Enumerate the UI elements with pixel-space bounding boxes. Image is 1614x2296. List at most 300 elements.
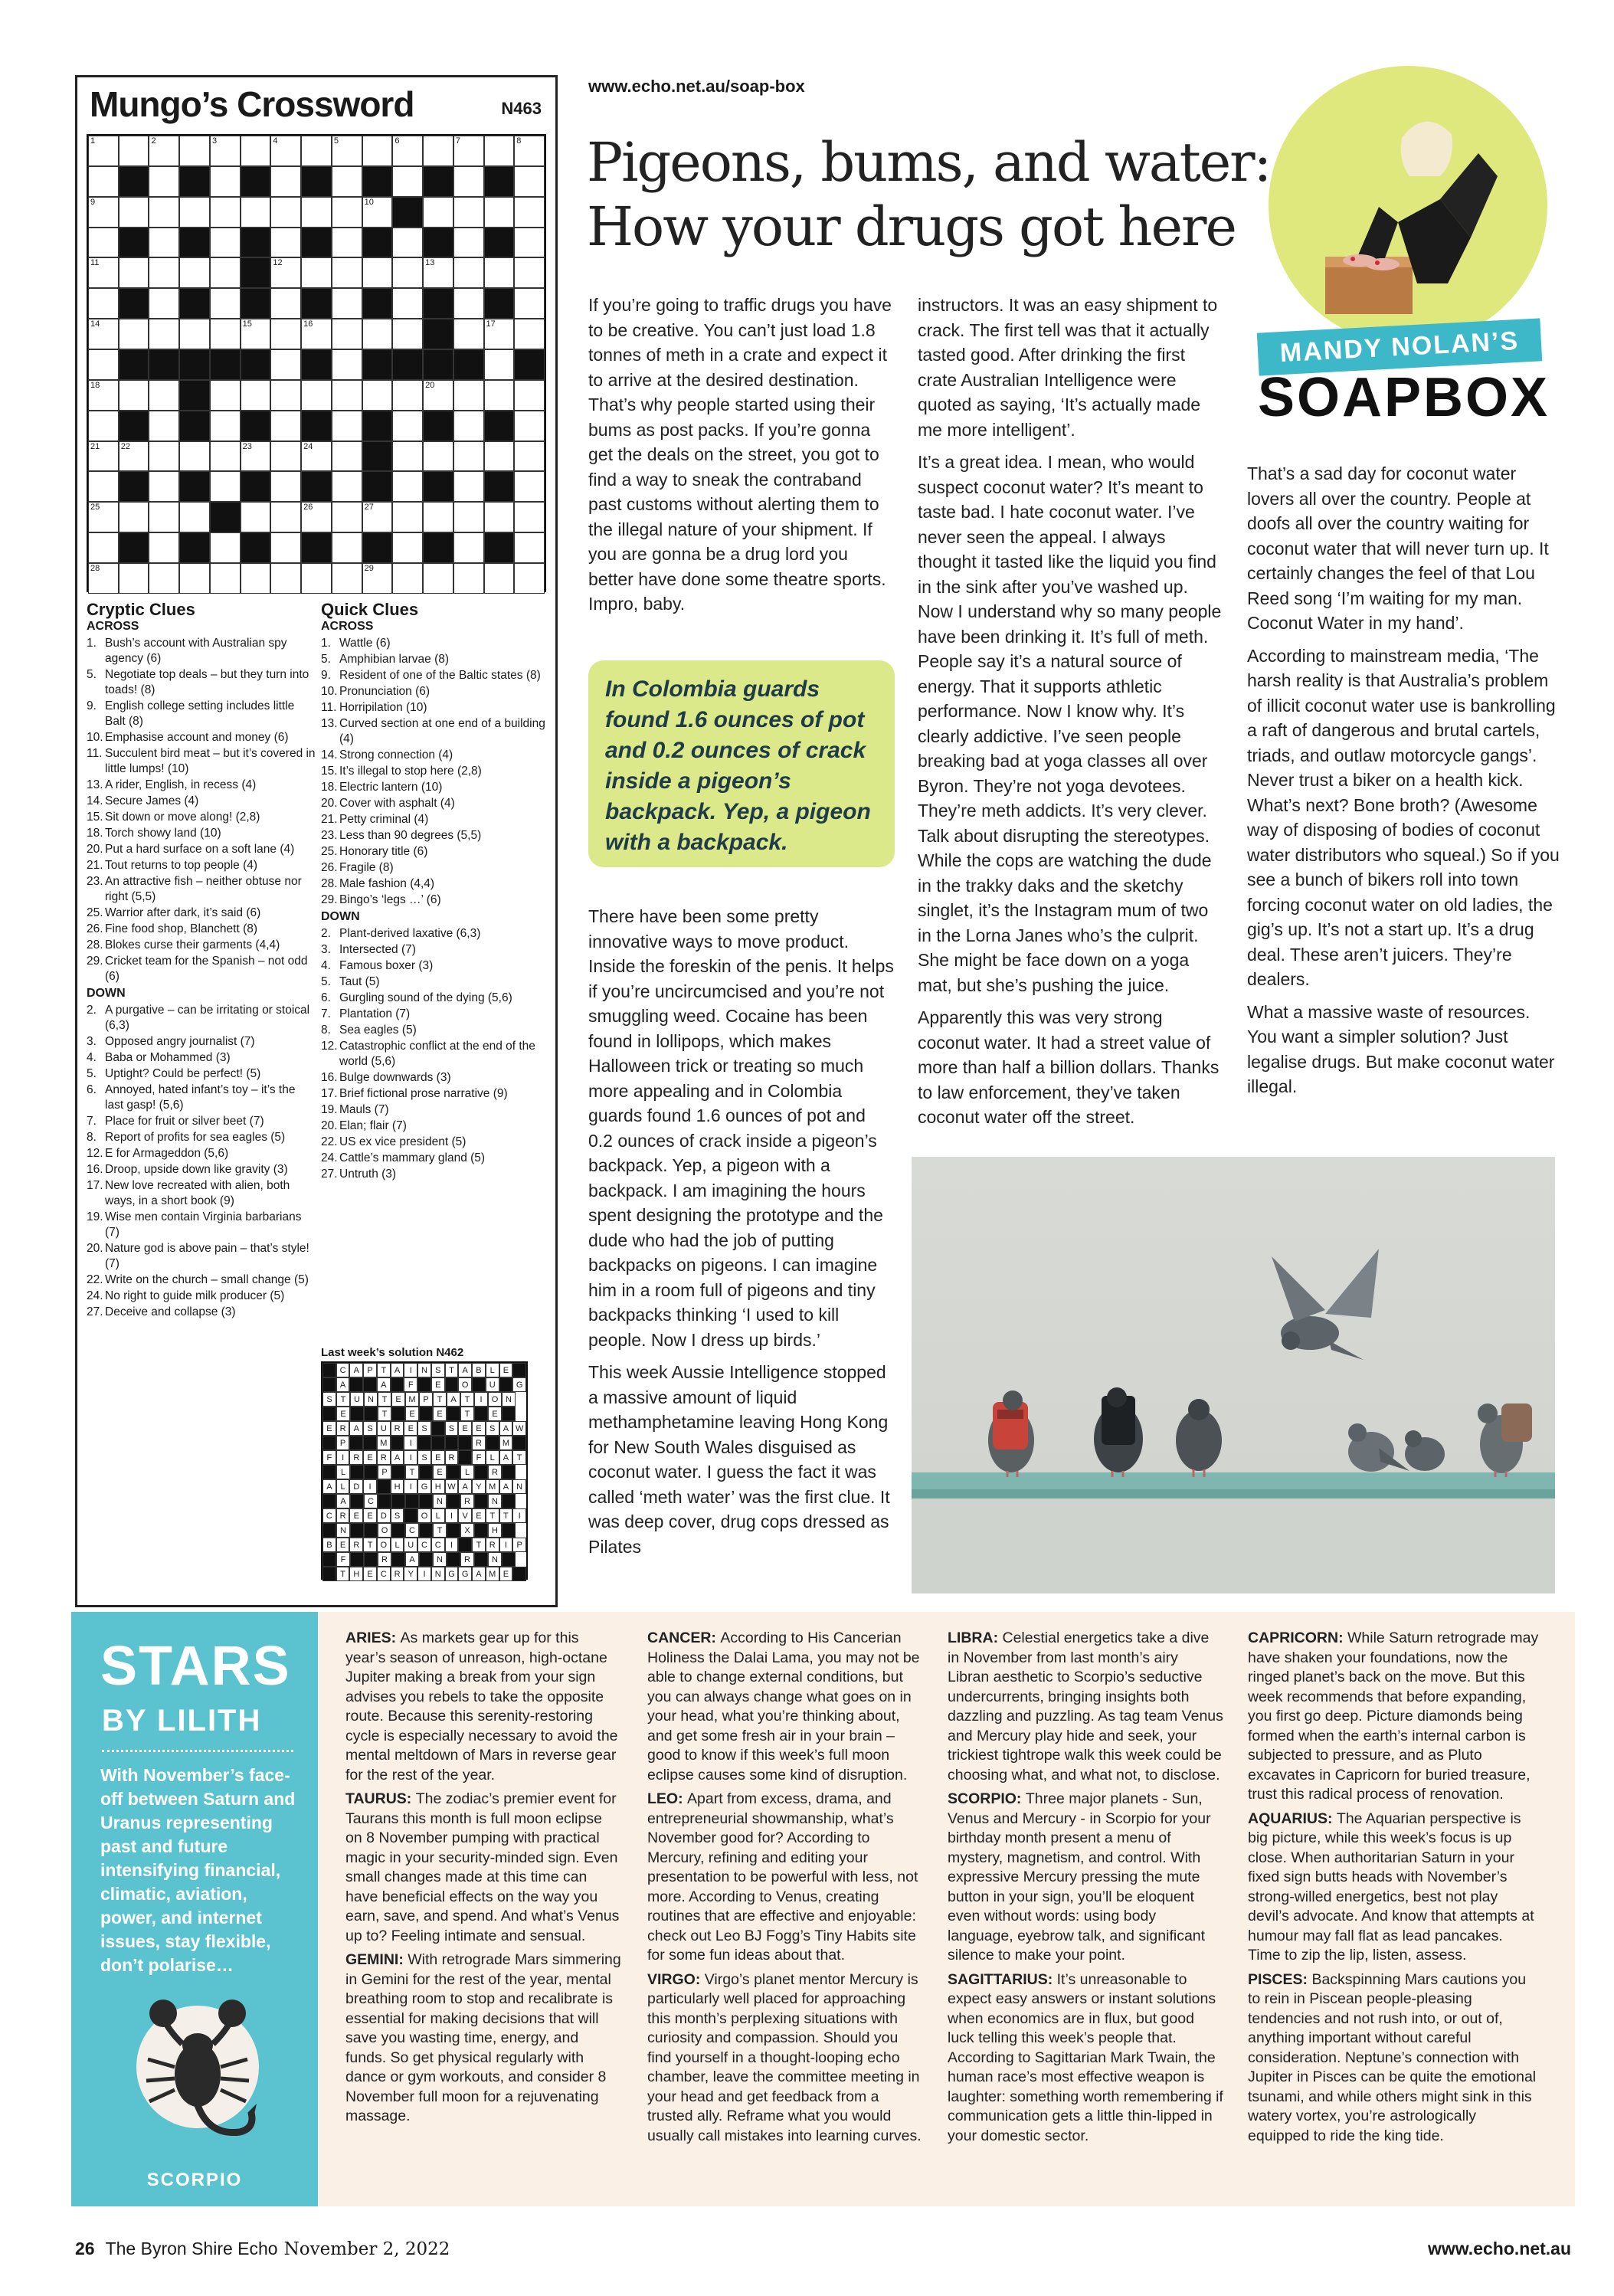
solution-letter: L bbox=[486, 1450, 499, 1465]
article-column-3 bbox=[1247, 461, 1561, 1107]
crossword-cell[interactable] bbox=[514, 197, 545, 228]
crossword-cell[interactable] bbox=[453, 502, 484, 532]
clue-number: 26. bbox=[321, 861, 338, 874]
crossword-black-cell bbox=[362, 228, 393, 258]
crossword-cell[interactable] bbox=[423, 502, 453, 532]
solution-letter: F bbox=[336, 1552, 350, 1567]
footer-site-link[interactable]: www.echo.net.au bbox=[1427, 2239, 1571, 2258]
solution-letter: E bbox=[499, 1363, 513, 1377]
horoscope-sign: LEO: bbox=[647, 1790, 687, 1807]
solution-letter: A bbox=[405, 1552, 419, 1567]
clue-number: 17. bbox=[87, 1179, 103, 1192]
crossword-cell[interactable] bbox=[392, 441, 423, 472]
crossword-cell[interactable] bbox=[270, 563, 301, 594]
solution-black-cell bbox=[391, 1465, 405, 1479]
quick-down-list bbox=[321, 926, 548, 1182]
solution-black-cell bbox=[391, 1494, 405, 1508]
crossword-cell[interactable] bbox=[332, 563, 362, 594]
crossword-cell[interactable] bbox=[392, 502, 423, 532]
crossword-cell[interactable] bbox=[88, 502, 119, 532]
crossword-cell[interactable] bbox=[453, 380, 484, 411]
crossword-black-cell bbox=[119, 532, 149, 563]
crossword-black-cell bbox=[514, 349, 545, 380]
solution-letter: R bbox=[472, 1436, 486, 1450]
crossword-cell[interactable] bbox=[362, 136, 393, 166]
solution-black-cell bbox=[474, 1523, 488, 1538]
crossword-cell[interactable] bbox=[453, 563, 484, 594]
solution-letter: N bbox=[417, 1363, 431, 1377]
horoscope-column-2 bbox=[647, 1629, 923, 2150]
crossword-cell[interactable] bbox=[179, 257, 210, 288]
crossword-cell[interactable] bbox=[392, 288, 423, 319]
crossword-cell[interactable] bbox=[88, 319, 119, 349]
crossword-cell[interactable] bbox=[514, 288, 545, 319]
crossword-cell[interactable] bbox=[514, 380, 545, 411]
solution-letter: T bbox=[405, 1465, 419, 1479]
solution-letter: C bbox=[377, 1567, 391, 1581]
crossword-cell-number: 25 bbox=[90, 503, 100, 513]
clue-text: No right to guide milk producer (5) bbox=[105, 1289, 285, 1302]
quick-across-clue bbox=[321, 652, 548, 667]
clue-number: 7. bbox=[321, 1007, 331, 1020]
crossword-cell[interactable] bbox=[484, 257, 515, 288]
solution-black-cell bbox=[322, 1407, 336, 1421]
crossword-cell[interactable] bbox=[301, 257, 332, 288]
crossword-cell[interactable] bbox=[149, 288, 179, 319]
clue-text: Emphasise account and money (6) bbox=[105, 731, 289, 744]
solution-letter: T bbox=[460, 1407, 474, 1421]
crossword-cell-number: 26 bbox=[303, 503, 313, 513]
solution-black-cell bbox=[322, 1363, 336, 1377]
solution-letter: G bbox=[417, 1479, 431, 1494]
solution-letter: E bbox=[391, 1392, 405, 1407]
solution-black-cell bbox=[502, 1494, 516, 1508]
clue-text: Less than 90 degrees (5,5) bbox=[339, 829, 482, 842]
crossword-cell[interactable] bbox=[423, 441, 453, 472]
horoscope-entry bbox=[1248, 1810, 1539, 1966]
crossword-cell-number: 21 bbox=[90, 441, 100, 451]
horoscope-sign: CANCER: bbox=[647, 1629, 721, 1646]
solution-letter: F bbox=[404, 1377, 417, 1392]
crossword-cell[interactable] bbox=[301, 563, 332, 594]
crossword-black-cell bbox=[423, 166, 453, 197]
solution-letter: I bbox=[363, 1479, 377, 1494]
crossword-cell[interactable] bbox=[88, 197, 119, 228]
solution-letter: E bbox=[363, 1567, 377, 1581]
crossword-cell[interactable] bbox=[210, 471, 241, 502]
crossword-cell[interactable] bbox=[453, 471, 484, 502]
crossword-cell[interactable] bbox=[392, 411, 423, 441]
crossword-cell[interactable] bbox=[149, 380, 179, 411]
solution-letter: N bbox=[364, 1392, 378, 1407]
solution-black-cell bbox=[391, 1377, 404, 1392]
crossword-cell[interactable] bbox=[88, 563, 119, 594]
issue-date: November 2, 2022 bbox=[283, 2239, 450, 2259]
crossword-cell[interactable] bbox=[179, 502, 210, 532]
crossword-cell[interactable] bbox=[514, 441, 545, 472]
crossword-cell[interactable] bbox=[514, 136, 545, 166]
crossword-cell[interactable] bbox=[210, 136, 241, 166]
crossword-black-cell bbox=[423, 349, 453, 380]
clue-number: 20. bbox=[321, 1119, 338, 1132]
crossword-cell[interactable] bbox=[301, 319, 332, 349]
crossword-cell[interactable] bbox=[270, 411, 301, 441]
crossword-cell[interactable] bbox=[270, 471, 301, 502]
crossword-black-cell bbox=[241, 471, 271, 502]
clue-text: Nature god is above pain – that’s style! (7) bbox=[105, 1242, 309, 1270]
crossword-cell[interactable] bbox=[514, 257, 545, 288]
solution-letter: E bbox=[488, 1407, 502, 1421]
solution-letter: R bbox=[336, 1508, 350, 1523]
crossword-cell[interactable] bbox=[210, 257, 241, 288]
crossword-cell[interactable] bbox=[453, 228, 484, 258]
crossword-cell-number: 1 bbox=[90, 136, 96, 146]
crossword-cell[interactable] bbox=[210, 532, 241, 563]
crossword-cell[interactable] bbox=[362, 257, 393, 288]
crossword-black-cell bbox=[179, 228, 210, 258]
clue-text: Resident of one of the Baltic states (8) bbox=[339, 669, 541, 682]
crossword-cell[interactable] bbox=[119, 502, 149, 532]
crossword-cell[interactable] bbox=[270, 228, 301, 258]
crossword-cell[interactable] bbox=[332, 136, 362, 166]
crossword-cell[interactable] bbox=[392, 319, 423, 349]
clue-text: Mauls (7) bbox=[339, 1103, 389, 1116]
crossword-cell[interactable] bbox=[332, 532, 362, 563]
crossword-cell[interactable] bbox=[119, 319, 149, 349]
crossword-cell[interactable] bbox=[484, 349, 515, 380]
solution-black-cell bbox=[350, 1552, 364, 1567]
crossword-cell[interactable] bbox=[332, 349, 362, 380]
crossword-cell[interactable] bbox=[88, 441, 119, 472]
crossword-cell[interactable] bbox=[270, 349, 301, 380]
solution-letter: G bbox=[512, 1377, 526, 1392]
crossword-cell[interactable] bbox=[301, 136, 332, 166]
solution-letter: S bbox=[322, 1392, 336, 1407]
crossword-cell[interactable] bbox=[210, 380, 241, 411]
clue-text: Succulent bird meat – but it’s covered in little lumps! (10) bbox=[105, 747, 316, 775]
article-paragraph: According to mainstream media, ‘The harsh reality is that Australia’s problem of illicit coconut water use is bankrolling a raft of dangerous and brutal cartels, triads, and outlaw motorcycle gangs’. Never trust a biker on a health kick. What’s next? Bone broth? (Awesome way of disposing of bodies of coconut water distributors who squeal.) So if you see a bunch of bikers roll into town forcing coconut water on old ladies, the gig’s up. It’s not a start up. It’s a drug deal. These aren’t juicers. They’re dealers. bbox=[1247, 645, 1560, 989]
solution-black-cell bbox=[472, 1377, 486, 1392]
stars-section bbox=[71, 1612, 1575, 2206]
crossword-cell[interactable] bbox=[88, 471, 119, 502]
crossword-cell[interactable] bbox=[119, 380, 149, 411]
crossword-cell[interactable] bbox=[210, 288, 241, 319]
crossword-black-cell bbox=[210, 502, 241, 532]
solution-letter: C bbox=[322, 1508, 336, 1523]
crossword-cell[interactable] bbox=[423, 197, 453, 228]
crossword-cell[interactable] bbox=[149, 502, 179, 532]
solution-black-cell bbox=[502, 1523, 516, 1538]
crossword-cell[interactable] bbox=[423, 257, 453, 288]
crossword-cell[interactable] bbox=[149, 532, 179, 563]
crossword-cell[interactable] bbox=[514, 319, 545, 349]
pull-quote: In Colombia guards found 1.6 ounces of pot and 0.2 ounces of crack inside a pigeon’s backpack. Yep, a pigeon with a backpack. bbox=[588, 660, 895, 867]
crossword-black-cell bbox=[362, 349, 393, 380]
crossword-cell[interactable] bbox=[179, 563, 210, 594]
solution-black-cell bbox=[363, 1436, 377, 1450]
crossword-cell[interactable] bbox=[514, 228, 545, 258]
crossword-cell[interactable] bbox=[270, 502, 301, 532]
crossword-cell-number: 18 bbox=[90, 380, 100, 390]
crossword-cell[interactable] bbox=[392, 380, 423, 411]
crossword-cell[interactable] bbox=[149, 136, 179, 166]
crossword-cell[interactable] bbox=[119, 136, 149, 166]
crossword-cell[interactable] bbox=[453, 441, 484, 472]
crossword-cell[interactable] bbox=[362, 502, 393, 532]
solution-black-cell bbox=[447, 1552, 460, 1567]
crossword-cell[interactable] bbox=[149, 441, 179, 472]
crossword-cell[interactable] bbox=[332, 502, 362, 532]
crossword-cell[interactable] bbox=[362, 380, 393, 411]
crossword-cell[interactable] bbox=[88, 228, 119, 258]
crossword-cell[interactable] bbox=[514, 532, 545, 563]
solution-letter: E bbox=[405, 1407, 419, 1421]
clue-text: Fragile (8) bbox=[339, 861, 394, 874]
clue-number: 21. bbox=[321, 813, 338, 826]
crossword-cell[interactable] bbox=[88, 380, 119, 411]
crossword-cell[interactable] bbox=[301, 380, 332, 411]
solution-grid bbox=[321, 1361, 528, 1580]
crossword-cell[interactable] bbox=[484, 319, 515, 349]
crossword-cell-number: 16 bbox=[303, 319, 313, 329]
crossword-cell[interactable] bbox=[241, 197, 271, 228]
horoscope-text: As markets gear up for this year’s season of unreason, high-octane Jupiter making a break from your sign advises you rebels to take the opposite route. Because this serenity-restoring cycle is especially necessary to avoid the mental meltdown of Mars in reverse gear for the rest of the year. bbox=[345, 1629, 618, 1783]
crossword-cell[interactable] bbox=[210, 563, 241, 594]
crossword-black-cell bbox=[484, 471, 515, 502]
crossword-cell[interactable] bbox=[392, 471, 423, 502]
crossword-cell-number: 8 bbox=[516, 136, 522, 146]
crossword-cell[interactable] bbox=[270, 288, 301, 319]
clue-text: Fine food shop, Blanchett (8) bbox=[105, 922, 258, 935]
solution-letter: A bbox=[458, 1363, 472, 1377]
solution-black-cell bbox=[458, 1436, 472, 1450]
crossword-cell-number: 6 bbox=[394, 136, 400, 146]
crossword-cell[interactable] bbox=[149, 166, 179, 197]
crossword-cell[interactable] bbox=[210, 441, 241, 472]
clue-number: 22. bbox=[321, 1135, 338, 1148]
solution-letter: M bbox=[486, 1567, 499, 1581]
crossword-cell[interactable] bbox=[149, 411, 179, 441]
solution-letter: H bbox=[431, 1479, 445, 1494]
solution-letter: E bbox=[431, 1377, 445, 1392]
crossword-cell[interactable] bbox=[88, 411, 119, 441]
solution-letter: D bbox=[349, 1479, 363, 1494]
crossword-black-cell bbox=[362, 166, 393, 197]
solution-black-cell bbox=[419, 1465, 433, 1479]
crossword-cell[interactable] bbox=[149, 471, 179, 502]
crossword-cell[interactable] bbox=[392, 563, 423, 594]
column-name: SOAPBOX bbox=[1258, 367, 1550, 428]
crossword-black-cell bbox=[392, 349, 423, 380]
crossword-cell[interactable] bbox=[149, 563, 179, 594]
crossword-cell[interactable] bbox=[362, 319, 393, 349]
crossword-cell[interactable] bbox=[514, 471, 545, 502]
crossword-cell[interactable] bbox=[514, 166, 545, 197]
clue-text: English college setting includes little Balt (8) bbox=[105, 699, 295, 728]
horoscope-sign: GEMINI: bbox=[345, 1951, 408, 1968]
crossword-cell[interactable] bbox=[88, 166, 119, 197]
crossword-black-cell bbox=[119, 411, 149, 441]
crossword-cell[interactable] bbox=[241, 502, 271, 532]
crossword-cell[interactable] bbox=[88, 257, 119, 288]
crossword-cell[interactable] bbox=[332, 380, 362, 411]
horoscope-entry bbox=[345, 1950, 621, 2127]
horoscope-text: While Saturn retrograde may have shaken your foundations, now the ringed planet’s back on the move. But this week recommends that before expanding, you first go deep. Picture diamonds being formed when the earth’s internal carbon is subjected to pressure, and as Pluto excavates in Capricorn for buried treasure, trust this radical process of renovation. bbox=[1248, 1629, 1539, 1803]
crossword-cell[interactable] bbox=[119, 563, 149, 594]
crossword-cell[interactable] bbox=[270, 197, 301, 228]
crossword-cell[interactable] bbox=[210, 197, 241, 228]
clue-number: 5. bbox=[87, 668, 97, 681]
crossword-cell[interactable] bbox=[484, 563, 515, 594]
solution-black-cell bbox=[377, 1479, 391, 1494]
crossword-cell[interactable] bbox=[210, 228, 241, 258]
crossword-cell[interactable] bbox=[392, 228, 423, 258]
crossword-cell[interactable] bbox=[332, 257, 362, 288]
crossword-cell[interactable] bbox=[332, 228, 362, 258]
solution-black-cell bbox=[445, 1436, 459, 1450]
crossword-cell[interactable] bbox=[88, 349, 119, 380]
crossword-cell[interactable] bbox=[453, 411, 484, 441]
crossword-cell[interactable] bbox=[88, 288, 119, 319]
pigeons-photo bbox=[912, 1157, 1555, 1593]
crossword-cell[interactable] bbox=[362, 563, 393, 594]
quick-across-label: ACROSS bbox=[321, 620, 374, 633]
crossword-cell[interactable] bbox=[270, 380, 301, 411]
crossword-black-cell bbox=[301, 532, 332, 563]
crossword-cell[interactable] bbox=[423, 380, 453, 411]
cryptic-across-clue bbox=[87, 874, 316, 905]
crossword-cell-number: 15 bbox=[242, 319, 252, 329]
horoscope-text: With retrograde Mars simmering in Gemini for the rest of the year, mental breathing room to stop and recalibrate is essential for making decisions that will save you wasting time, energy, and funds. So get physical regularly with dance or gym workouts, and consider 8 November full moon for a rejuvenating massage. bbox=[345, 1951, 621, 2124]
crossword-cell[interactable] bbox=[392, 257, 423, 288]
solution-letter: I bbox=[404, 1450, 417, 1465]
crossword-cell[interactable] bbox=[270, 166, 301, 197]
crossword-cell-number: 17 bbox=[486, 319, 496, 329]
crossword-cell[interactable] bbox=[301, 441, 332, 472]
crossword-cell[interactable] bbox=[179, 136, 210, 166]
crossword-cell[interactable] bbox=[332, 319, 362, 349]
crossword-cell[interactable] bbox=[149, 319, 179, 349]
crossword-cell[interactable] bbox=[270, 532, 301, 563]
crossword-cell[interactable] bbox=[453, 197, 484, 228]
crossword-cell[interactable] bbox=[241, 380, 271, 411]
crossword-panel bbox=[75, 75, 558, 1607]
crossword-cell[interactable] bbox=[484, 197, 515, 228]
solution-black-cell bbox=[350, 1407, 364, 1421]
crossword-cell[interactable] bbox=[362, 197, 393, 228]
crossword-cell[interactable] bbox=[210, 411, 241, 441]
crossword-cell[interactable] bbox=[392, 532, 423, 563]
crossword-black-cell bbox=[301, 349, 332, 380]
featured-sign-label: SCORPIO bbox=[146, 2170, 243, 2190]
clue-text: Cattle’s mammary gland (5) bbox=[339, 1151, 486, 1164]
clue-text: Catastrophic conflict at the end of the world (5,6) bbox=[339, 1040, 535, 1068]
crossword-cell[interactable] bbox=[241, 136, 271, 166]
crossword-cell[interactable] bbox=[453, 288, 484, 319]
crossword-cell[interactable] bbox=[241, 319, 271, 349]
clue-number: 29. bbox=[87, 955, 103, 968]
crossword-cell[interactable] bbox=[453, 319, 484, 349]
crossword-cell[interactable] bbox=[514, 502, 545, 532]
crossword-cell[interactable] bbox=[270, 441, 301, 472]
solution-letter: L bbox=[431, 1508, 445, 1523]
crossword-cell[interactable] bbox=[149, 197, 179, 228]
crossword-cell[interactable] bbox=[88, 532, 119, 563]
crossword-cell[interactable] bbox=[514, 563, 545, 594]
crossword-cell[interactable] bbox=[332, 471, 362, 502]
cryptic-clues-heading: Cryptic Clues bbox=[87, 600, 195, 619]
crossword-cell[interactable] bbox=[332, 197, 362, 228]
crossword-cell[interactable] bbox=[270, 319, 301, 349]
clue-text: A purgative – can be irritating or stoical (6,3) bbox=[105, 1004, 310, 1032]
crossword-cell[interactable] bbox=[453, 257, 484, 288]
crossword-black-cell bbox=[453, 349, 484, 380]
solution-black-cell bbox=[322, 1494, 336, 1508]
headline-line-2: How your drugs got here bbox=[587, 195, 1236, 258]
crossword-cell[interactable] bbox=[423, 563, 453, 594]
crossword-cell[interactable] bbox=[514, 411, 545, 441]
horoscope-sign: LIBRA: bbox=[948, 1629, 1003, 1646]
solution-black-cell bbox=[512, 1436, 526, 1450]
crossword-cell[interactable] bbox=[453, 166, 484, 197]
crossword-cell[interactable] bbox=[484, 136, 515, 166]
crossword-cell[interactable] bbox=[270, 257, 301, 288]
crossword-cell[interactable] bbox=[88, 136, 119, 166]
crossword-cell[interactable] bbox=[210, 319, 241, 349]
crossword-cell[interactable] bbox=[484, 502, 515, 532]
article-paragraph: It’s a great idea. I mean, who would suspect coconut water? It’s meant to taste bad. I hate coconut water. I’ve never seen the appeal. I always thought it tasted like the liquid you find in the sink after you’ve washed up. Now I understand why so many people have been drinking it. It’s full of meth. People say it’s a natural source of energy. That it supports athletic performance. Now I know why. It’s clearly addictive. I’ve seen people breaking bad at yoga classes all over Byron. They’re not yoga devotees. They’re meth addicts. It’s very clever. Talk about disrupting the stereotypes. While the cops are watching the dude in the trakky daks and the sketchy singlet, it’s the Instagram mum of two in the Lorna Janes who’s the culprit. She might be face down on a yoga mat, but she’s pushing the juice. bbox=[918, 452, 1222, 995]
crossword-cell[interactable] bbox=[301, 197, 332, 228]
clue-number: 11. bbox=[321, 701, 337, 714]
crossword-cell[interactable] bbox=[392, 136, 423, 166]
crossword-cell[interactable] bbox=[149, 228, 179, 258]
crossword-cell[interactable] bbox=[301, 502, 332, 532]
crossword-cell[interactable] bbox=[241, 563, 271, 594]
crossword-cell[interactable] bbox=[332, 166, 362, 197]
crossword-cell[interactable] bbox=[179, 319, 210, 349]
crossword-cell[interactable] bbox=[241, 441, 271, 472]
crossword-cell[interactable] bbox=[179, 197, 210, 228]
crossword-cell[interactable] bbox=[119, 197, 149, 228]
horoscope-sign: SCORPIO: bbox=[948, 1790, 1026, 1807]
solution-letter: I bbox=[404, 1363, 417, 1377]
crossword-cell[interactable] bbox=[149, 257, 179, 288]
quick-down-clue bbox=[321, 1102, 548, 1118]
crossword-cell[interactable] bbox=[119, 257, 149, 288]
solution-black-cell bbox=[431, 1436, 445, 1450]
crossword-cell[interactable] bbox=[392, 166, 423, 197]
crossword-cell[interactable] bbox=[179, 441, 210, 472]
crossword-cell[interactable] bbox=[210, 166, 241, 197]
crossword-cell[interactable] bbox=[484, 380, 515, 411]
solution-letter: I bbox=[499, 1538, 513, 1552]
section-url[interactable]: www.echo.net.au/soap-box bbox=[588, 77, 805, 96]
crossword-cell-number: 22 bbox=[120, 441, 130, 451]
crossword-cell[interactable] bbox=[453, 136, 484, 166]
solution-letter: V bbox=[458, 1508, 472, 1523]
clue-text: Write on the church – small change (5) bbox=[105, 1273, 309, 1286]
crossword-cell[interactable] bbox=[119, 441, 149, 472]
crossword-cell[interactable] bbox=[332, 411, 362, 441]
crossword-cell[interactable] bbox=[423, 136, 453, 166]
crossword-cell[interactable] bbox=[484, 441, 515, 472]
crossword-black-cell bbox=[179, 532, 210, 563]
crossword-cell[interactable] bbox=[332, 288, 362, 319]
crossword-cell[interactable] bbox=[270, 136, 301, 166]
crossword-cell[interactable] bbox=[332, 441, 362, 472]
cryptic-clues bbox=[87, 602, 316, 1321]
crossword-cell[interactable] bbox=[453, 532, 484, 563]
